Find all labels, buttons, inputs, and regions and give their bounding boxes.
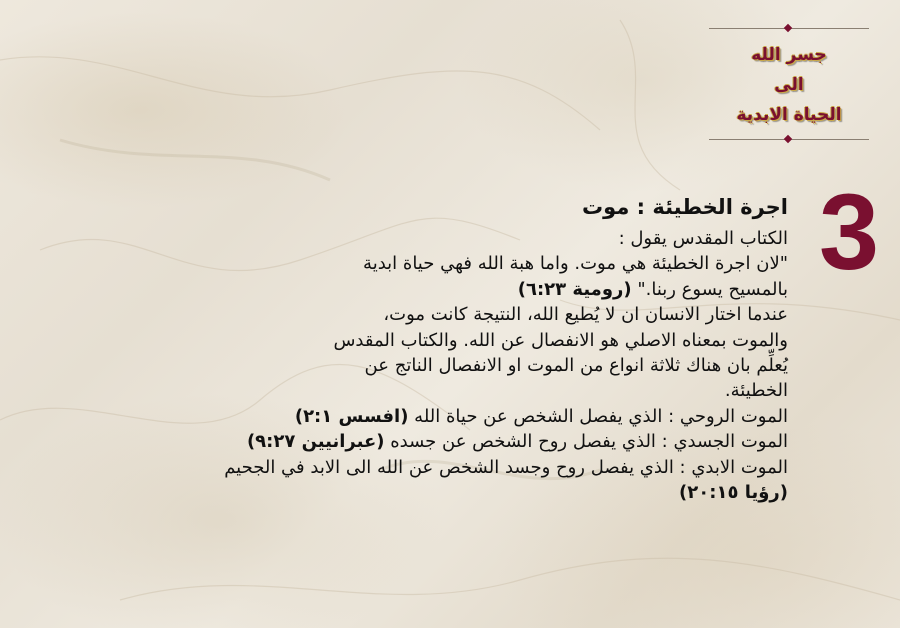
body-text: الموت الجسدي : الذي يفصل روح الشخص عن جسده <box>384 431 788 453</box>
body-line <box>70 455 788 480</box>
body-text: الموت الروحي : الذي يفصل الشخص عن حياة الله <box>408 405 788 427</box>
body-text: بالمسيح يسوع ربنا." <box>631 278 788 300</box>
body-line <box>70 251 788 276</box>
step-number: 3 <box>818 171 880 292</box>
header-title-line: جسر الله <box>751 45 827 65</box>
body-line <box>70 302 788 327</box>
header-title-line: الحياة الابدية <box>736 105 842 125</box>
body-line <box>70 378 788 403</box>
body-text: الموت الابدي : الذي يفصل روح وجسد الشخص عن الله الى الابد في الجحيم <box>224 456 788 478</box>
scripture-reference: (افسس ٢:١) <box>294 405 409 427</box>
header-title-line: الى <box>774 75 804 95</box>
scripture-reference: (عبرانيين ٩:٢٧) <box>246 431 385 453</box>
body-text: يُعلِّم بان هناك ثلاثة انواع من الموت او الانفصال الناتج عن <box>364 355 788 377</box>
body-text: والموت بمعناه الاصلي هو الانفصال عن الله. والكتاب المقدس <box>333 329 788 351</box>
body-text: الخطيئة. <box>724 380 788 402</box>
step-content <box>70 188 788 505</box>
body-line <box>70 404 788 429</box>
body-line <box>70 480 788 505</box>
scripture-reference: (رومية ٦:٢٣) <box>517 278 632 300</box>
body-line <box>70 328 788 353</box>
body-line <box>70 277 788 302</box>
body-line <box>70 226 788 251</box>
body-text: عندما اختار الانسان ان لا يُطيع الله، النتيجة كانت موت، <box>383 304 788 326</box>
step-heading: اجرة الخطيئة : موت <box>582 195 788 219</box>
scripture-reference: (رؤيا ٢٠:١٥) <box>679 482 788 504</box>
body-line <box>70 429 788 454</box>
header-bottom-ornament <box>784 135 792 143</box>
body-text: "لان اجرة الخطيئة هي موت. واما هبة الله فهي حياة ابدية <box>363 253 788 275</box>
header-top-ornament <box>784 24 792 32</box>
header-title <box>709 40 869 130</box>
header-emblem <box>709 24 869 144</box>
body-text: الكتاب المقدس يقول : <box>618 228 788 249</box>
body-line <box>70 353 788 378</box>
